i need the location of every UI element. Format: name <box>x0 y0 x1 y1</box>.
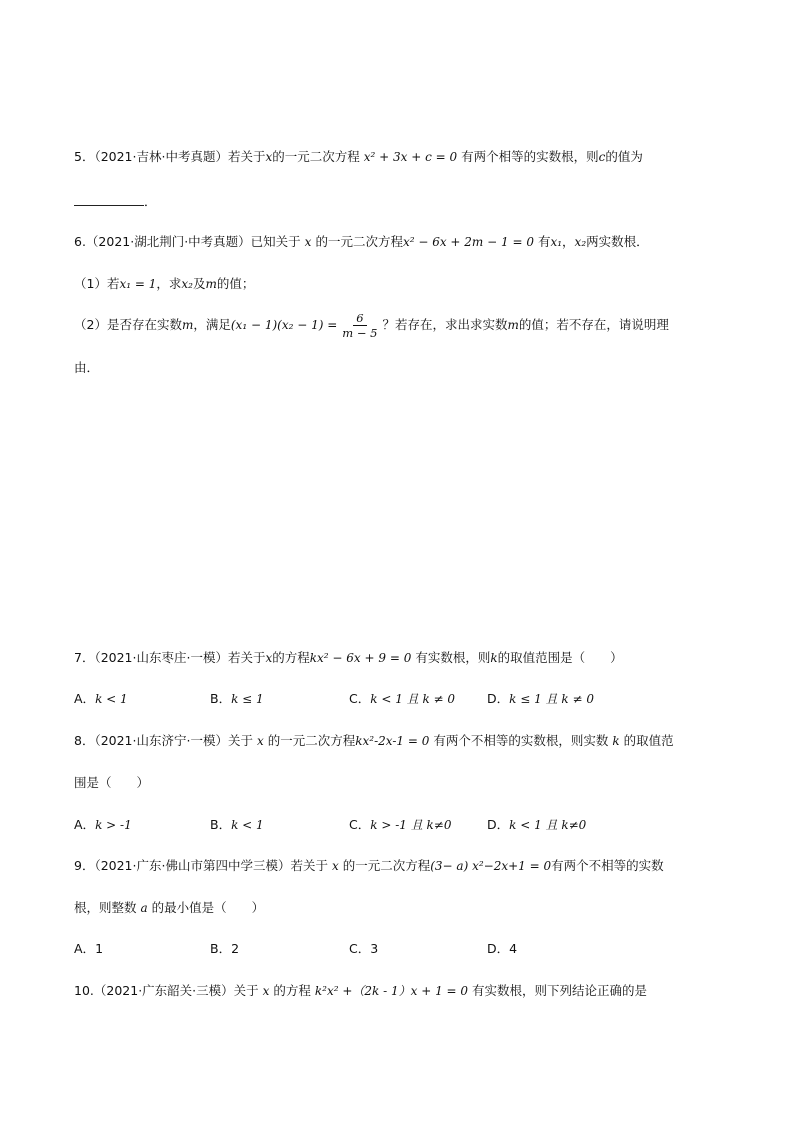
q7-option-d-text: k ≤ 1 且 k ≠ 0 <box>509 692 594 706</box>
q5-suffix: 有两个相等的实数根，则 <box>461 149 599 164</box>
q6-sep: ， <box>562 234 575 249</box>
q7-option-a[interactable] <box>74 689 128 709</box>
q5-prefix: 5．（2021·吉林·中考真题）若关于 <box>74 149 266 164</box>
q7-prefix: 7．（2021·山东枣庄·一模）若关于 <box>74 650 266 665</box>
q7-option-b-label: B． <box>210 691 232 706</box>
q10-equation: k²x² +（2k - 1）x + 1 = 0 <box>314 984 469 998</box>
q9-line2-prefix: 根，则整数 <box>74 900 137 915</box>
q6-part2-frac-num: 6 <box>353 311 366 326</box>
q10-var-x: x <box>262 984 270 998</box>
q8-option-b-label: B． <box>210 817 232 832</box>
q6-part1-prefix: （1）若 <box>74 276 120 291</box>
q6-stem <box>74 232 649 252</box>
q8-option-c-text: k > -1 且 k≠0 <box>370 818 452 832</box>
q6-end: 两实数根． <box>586 234 649 249</box>
q7-mid: 的方程 <box>272 650 310 665</box>
q7-var-x: x <box>265 651 273 665</box>
q6-part2-mid: ，满足 <box>193 317 231 332</box>
q9-prefix: 9．（2021·广东·佛山市第四中学三模）若关于 <box>74 858 328 873</box>
q6-part1 <box>74 274 254 294</box>
q8-option-b-text: k < 1 <box>231 818 264 832</box>
q5-answer-blank[interactable] <box>74 193 144 206</box>
q5-blank-end: ． <box>144 194 157 209</box>
q7-option-c-label: C． <box>349 691 371 706</box>
q7-option-a-label: A． <box>74 691 96 706</box>
q7-option-c-text: k < 1 且 k ≠ 0 <box>370 692 456 706</box>
q9-option-c[interactable] <box>349 939 378 959</box>
q9-option-a-label: A． <box>74 941 96 956</box>
q9-stem-line2 <box>74 898 264 918</box>
q8-stem-line2 <box>74 773 149 793</box>
q5-end: 的值为 <box>605 149 643 164</box>
q6-mid: 的一元二次方程 <box>315 234 403 249</box>
q9-option-c-label: C． <box>349 941 371 956</box>
q9-option-c-text: 3 <box>370 941 379 956</box>
q6-prefix: 6.（2021·湖北荆门·中考真题）已知关于 <box>74 234 301 249</box>
q6-part2-end: 的值；若不存在，请说明理 <box>518 317 669 332</box>
q5-equation: x² + 3x + c = 0 <box>363 150 458 164</box>
q9-option-d-label: D． <box>487 941 510 956</box>
q6-part2-lhs: (x₁ − 1)(x₂ − 1) = <box>230 318 338 332</box>
q6-x1: x₁ <box>550 235 563 249</box>
q8-option-c-label: C． <box>349 817 371 832</box>
q7-stem <box>74 648 623 668</box>
q8-option-d-label: D． <box>487 817 510 832</box>
q8-option-a-label: A． <box>74 817 96 832</box>
q7-option-d-label: D． <box>487 691 510 706</box>
q6-part1-x2: x₂ <box>181 277 193 291</box>
q6-part1-end: 的值； <box>216 276 255 291</box>
q8-line2: 围是（ ） <box>74 775 150 790</box>
q5-var-c: c <box>598 150 606 164</box>
q6-part1-m: m <box>205 277 217 291</box>
q8-option-a[interactable] <box>74 815 132 835</box>
q10-stem <box>74 981 647 1001</box>
q7-end: 的取值范围是（ ） <box>497 650 623 665</box>
q8-option-a-text: k > -1 <box>95 818 132 832</box>
q8-option-c[interactable] <box>349 815 451 835</box>
q7-option-b-text: k ≤ 1 <box>231 692 264 706</box>
q5-mid: 的一元二次方程 <box>272 149 360 164</box>
q5-stem <box>74 147 643 167</box>
q7-equation: kx² − 6x + 9 = 0 <box>309 651 412 665</box>
q6-part1-mid: ，求 <box>156 276 182 291</box>
q6-part2-fraction <box>339 311 380 340</box>
q6-part2-m2: m <box>507 318 519 332</box>
q9-mid: 的一元二次方程 <box>342 858 431 873</box>
q6-var-x: x <box>304 235 312 249</box>
q9-stem <box>74 856 664 876</box>
q9-option-b-label: B． <box>210 941 232 956</box>
q7-suffix: 有实数根，则 <box>415 650 491 665</box>
q10-mid: 的方程 <box>273 983 311 998</box>
q8-option-d[interactable] <box>487 815 586 835</box>
q6-part2-line2-text: 由． <box>74 360 100 375</box>
q7-option-c[interactable] <box>349 689 455 709</box>
q9-suffix: 有两个不相等的实数 <box>551 858 664 873</box>
q9-option-b-text: 2 <box>231 941 240 956</box>
q6-part2-m: m <box>181 318 194 332</box>
q9-var-x: x <box>331 859 339 873</box>
q8-equation: kx²-2x-1 = 0 <box>355 734 430 748</box>
q7-option-b[interactable] <box>210 689 264 709</box>
q9-equation: (3− a) x²−2x+1 = 0 <box>430 859 552 873</box>
q8-option-b[interactable] <box>210 815 264 835</box>
q8-var-x: x <box>256 734 264 748</box>
q10-suffix: 有实数根，则下列结论正确的是 <box>472 983 648 998</box>
q6-part2-suffix: ？若存在，求出求实数 <box>382 317 508 332</box>
q8-stem <box>74 731 674 751</box>
q9-var-a: a <box>140 901 148 915</box>
q9-option-d-text: 4 <box>509 941 518 956</box>
q9-line2-end: 的最小值是（ ） <box>151 900 265 915</box>
q6-part1-and: 及 <box>192 276 206 291</box>
q9-option-a-text: 1 <box>95 941 104 956</box>
q6-part2-frac-den: m − 5 <box>342 326 378 340</box>
q8-option-d-text: k < 1 且 k≠0 <box>509 818 587 832</box>
q8-suffix: 有两个不相等的实数根，则实数 <box>433 733 609 748</box>
q9-option-d[interactable] <box>487 939 517 959</box>
q10-prefix: 10.（2021·广东韶关·三模）关于 <box>74 983 259 998</box>
q8-prefix: 8．（2021·山东济宁·一模）关于 <box>74 733 253 748</box>
q9-option-b[interactable] <box>210 939 239 959</box>
q7-option-a-text: k < 1 <box>95 692 128 706</box>
q7-option-d[interactable] <box>487 689 594 709</box>
q5-var-x: x <box>265 150 273 164</box>
q6-part2-prefix: （2）是否存在实数 <box>74 317 182 332</box>
q8-end: 的取值范 <box>623 733 674 748</box>
q5-answer-line <box>74 192 157 212</box>
q6-part2 <box>74 310 669 340</box>
q7-var-k: k <box>490 651 498 665</box>
q8-var-k: k <box>612 734 620 748</box>
q9-option-a[interactable] <box>74 939 103 959</box>
q6-part2-line2 <box>74 358 99 378</box>
q6-suffix: 有 <box>537 234 551 249</box>
q8-mid: 的一元二次方程 <box>267 733 356 748</box>
q6-equation: x² − 6x + 2m − 1 = 0 <box>402 235 534 249</box>
q6-x2: x₂ <box>574 235 587 249</box>
q6-part1-cond: x₁ = 1 <box>119 277 157 291</box>
